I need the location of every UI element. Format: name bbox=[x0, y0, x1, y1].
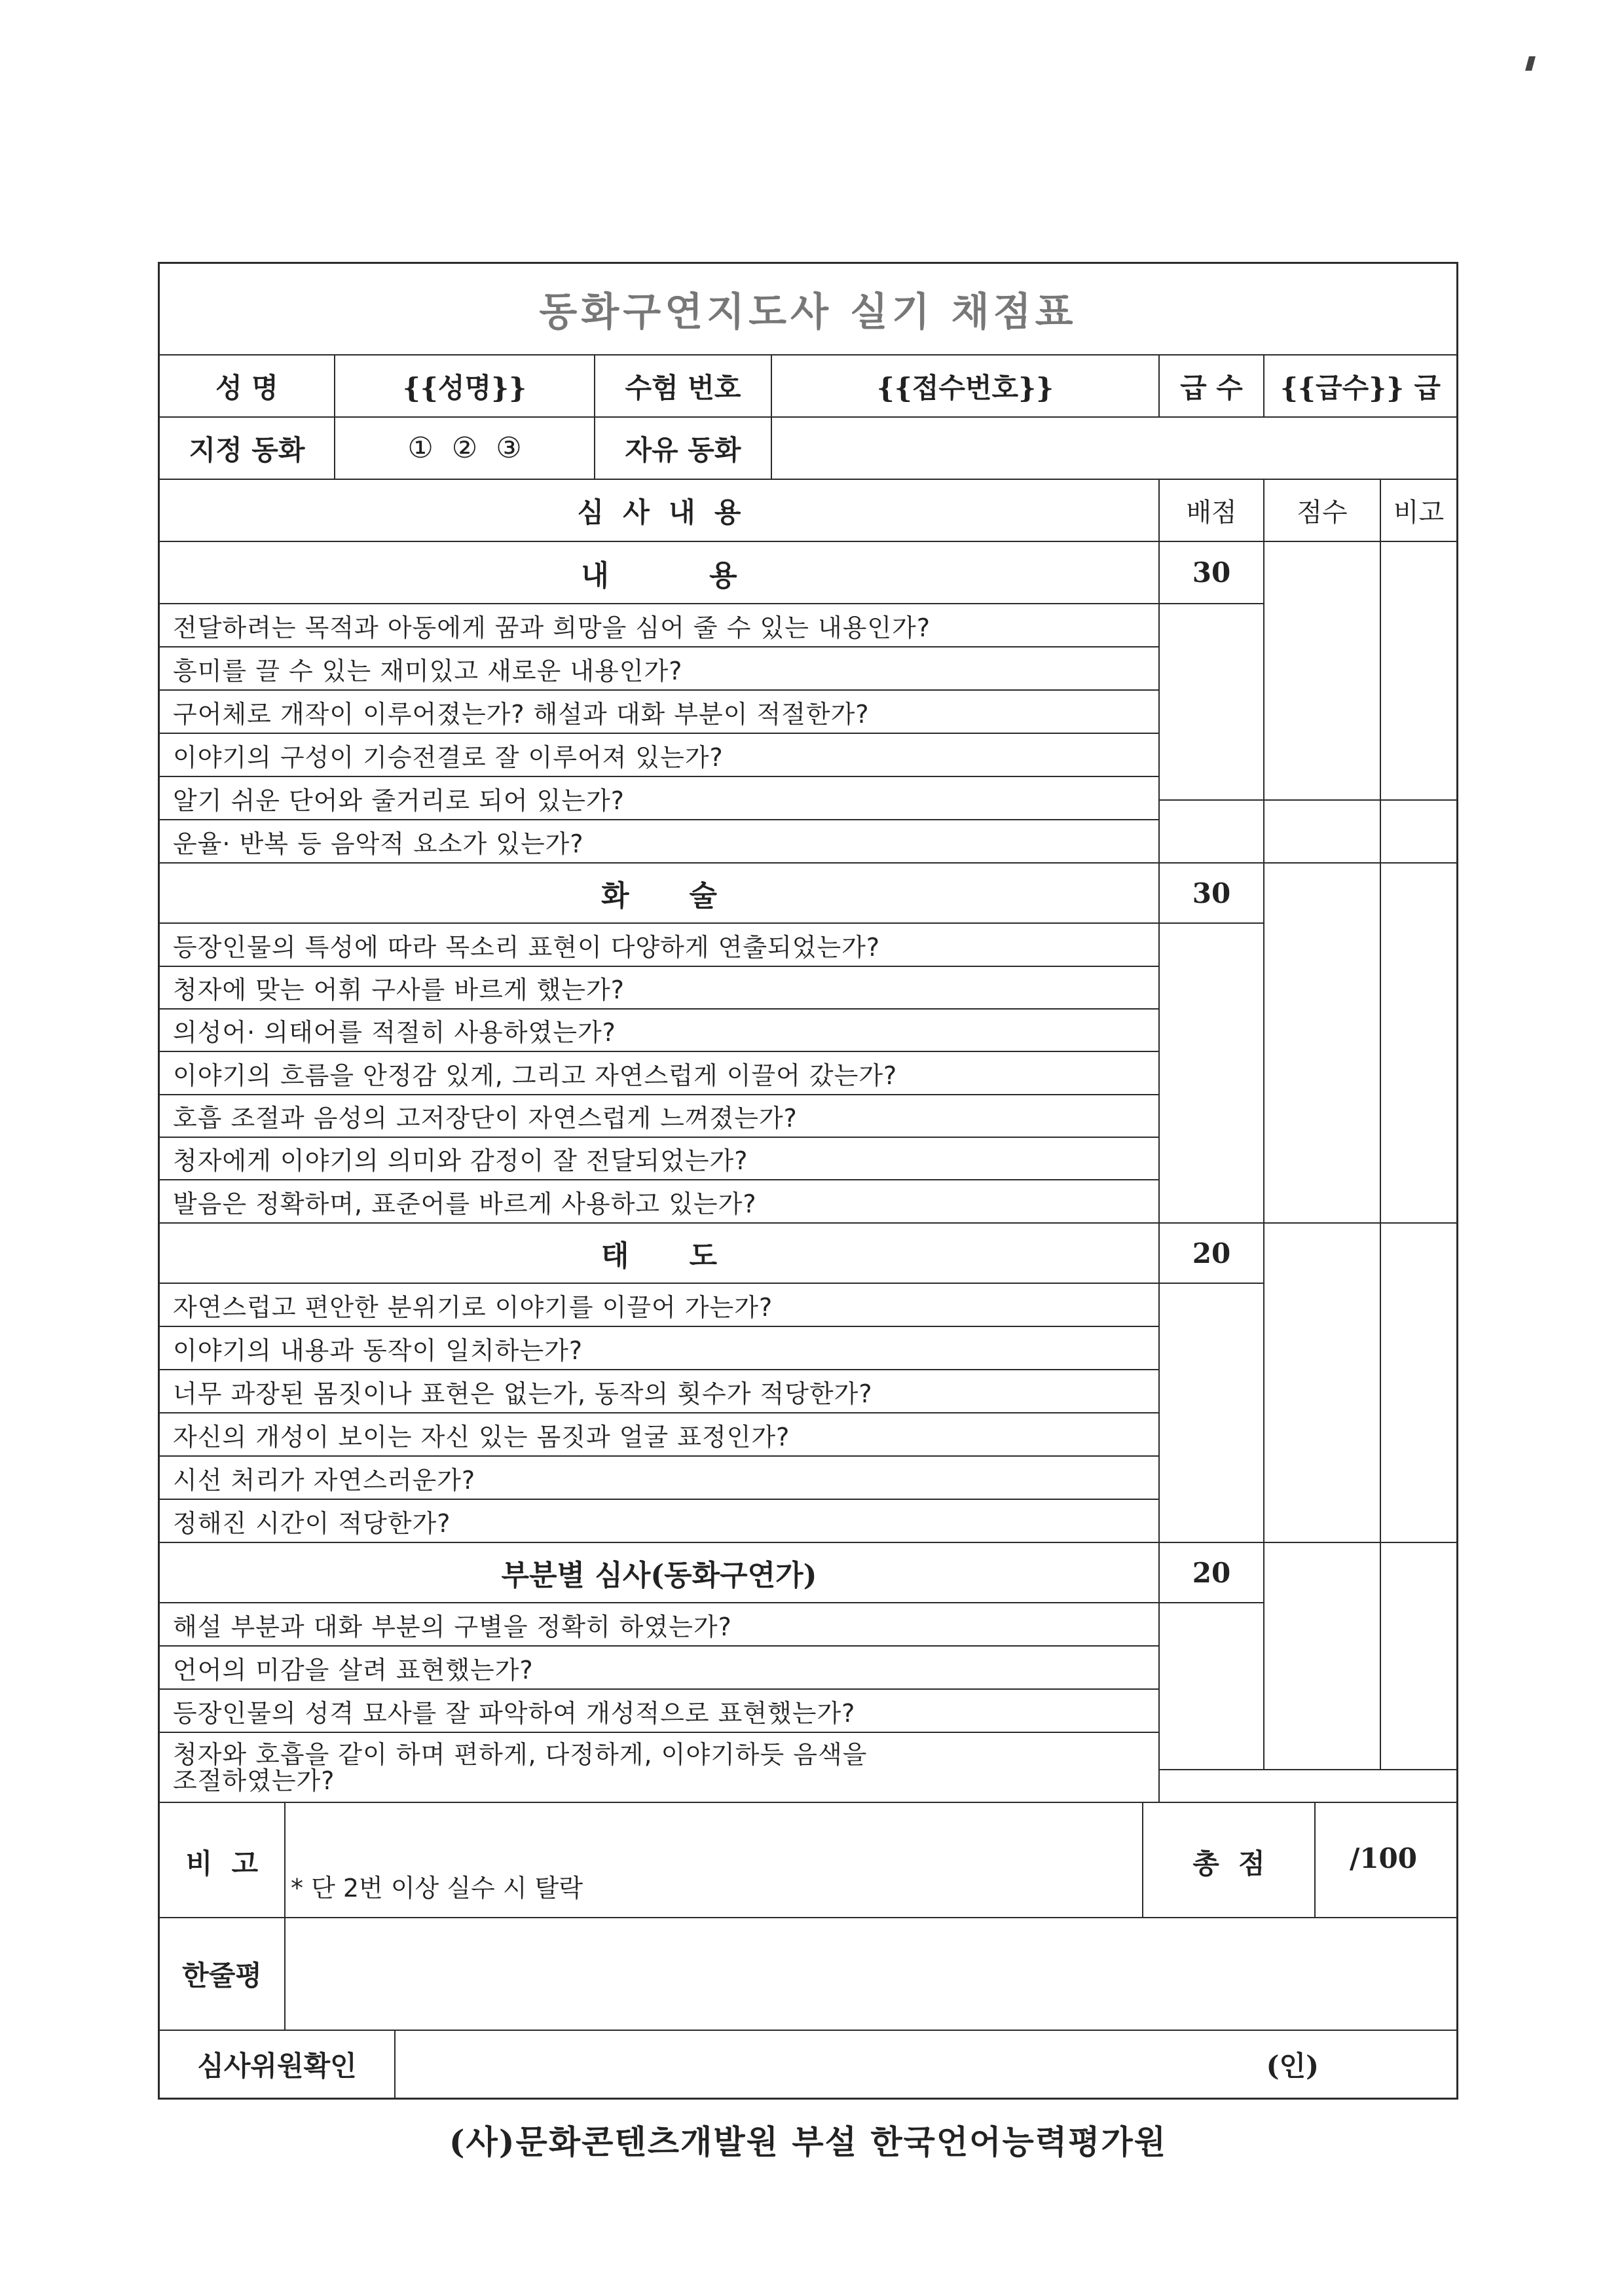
grade-value[interactable] bbox=[1264, 355, 1456, 418]
question-item: 이야기의 구성이 기승전결로 잘 이루어져 있는가? bbox=[160, 734, 1160, 777]
section-points-attitude: 20 bbox=[1160, 1224, 1264, 1284]
question-item: 등장인물의 성격 묘사를 잘 파악하여 개성적으로 표현했는가? bbox=[160, 1690, 1160, 1733]
question-item: 전달하려는 목적과 아동에게 꿈과 희망을 심어 줄 수 있는 내용인가? bbox=[160, 604, 1160, 647]
section-remarks-attitude[interactable] bbox=[1381, 1224, 1456, 1543]
judge-confirm-label: 심사위원확인 bbox=[160, 2031, 396, 2098]
exam-number-label: 수험 번호 bbox=[595, 355, 772, 418]
question-line: 청자와 호흡을 같이 하며 편하게, 다정하게, 이야기하듯 음색을 bbox=[173, 1740, 868, 1769]
name-value[interactable]: {{성명}} bbox=[335, 355, 595, 418]
question-item: 자연스럽고 편안한 분위기로 이야기를 이끌어 가는가? bbox=[160, 1284, 1160, 1327]
review-field[interactable] bbox=[286, 1918, 1456, 2031]
section-points-blank-content bbox=[1160, 604, 1264, 801]
question-item: 의성어· 의태어를 적절히 사용하였는가? bbox=[160, 1010, 1160, 1052]
section-points-blank-speech bbox=[1160, 924, 1264, 1224]
remarks-note: * 단 2번 이상 실수 시 탈락 bbox=[291, 1874, 583, 1903]
question-item: 발음은 정확하며, 표준어를 바르게 사용하고 있는가? bbox=[160, 1180, 1160, 1224]
section-remarks-content-ext[interactable] bbox=[1381, 801, 1456, 864]
judge-confirm-field[interactable] bbox=[396, 2031, 1456, 2098]
question-item: 흥미를 끌 수 있는 재미있고 새로운 내용인가? bbox=[160, 647, 1160, 691]
question-item: 운율· 반복 등 음악적 요소가 있는가? bbox=[160, 820, 1160, 864]
question-item-multiline bbox=[160, 1733, 1160, 1803]
section-title-content: 내 용 bbox=[160, 542, 1160, 604]
question-item: 너무 과장된 몸짓이나 표현은 없는가, 동작의 횟수가 적당한가? bbox=[160, 1370, 1160, 1413]
question-item: 구어체로 개작이 이루어졌는가? 해설과 대화 부분이 적절한가? bbox=[160, 691, 1160, 734]
question-item: 시선 처리가 자연스러운가? bbox=[160, 1457, 1160, 1500]
question-item: 호흡 조절과 음성의 고저장단이 자연스럽게 느껴졌는가? bbox=[160, 1095, 1160, 1138]
section-points-blank-content-ext bbox=[1160, 801, 1264, 864]
allocated-column-header: 배점 bbox=[1160, 480, 1264, 542]
name-label: 성 명 bbox=[160, 355, 335, 418]
score-column-header: 점수 bbox=[1264, 480, 1381, 542]
total-label: 총 점 bbox=[1143, 1803, 1316, 1918]
section-title-speech: 화 술 bbox=[160, 864, 1160, 924]
sheet-title: 동화구연지도사 실기 채점표 bbox=[160, 264, 1456, 355]
free-story-value[interactable] bbox=[772, 418, 1456, 480]
section-points-blank-partial bbox=[1160, 1603, 1264, 1770]
section-remarks-speech[interactable] bbox=[1381, 864, 1456, 1224]
question-item: 정해진 시간이 적당한가? bbox=[160, 1500, 1160, 1543]
question-item: 알기 쉬운 단어와 줄거리로 되어 있는가? bbox=[160, 777, 1160, 820]
scoring-sheet bbox=[158, 262, 1458, 2100]
question-item: 언어의 미감을 살려 표현했는가? bbox=[160, 1647, 1160, 1690]
section-points-content: 30 bbox=[1160, 542, 1264, 604]
section-score-content[interactable] bbox=[1264, 542, 1381, 801]
section-points-partial: 20 bbox=[1160, 1543, 1264, 1603]
question-item: 청자에 맞는 어휘 구사를 바르게 했는가? bbox=[160, 967, 1160, 1010]
question-item: 이야기의 내용과 동작이 일치하는가? bbox=[160, 1327, 1160, 1370]
section-remarks-content[interactable] bbox=[1381, 542, 1456, 801]
exam-number-value[interactable]: {{접수번호}} bbox=[772, 355, 1160, 418]
organization-footer: (사)문화콘텐츠개발원 부설 한국언어능력평가원 bbox=[449, 2123, 1168, 2161]
question-item: 이야기의 흐름을 안정감 있게, 그리고 자연스럽게 이끌어 갔는가? bbox=[160, 1052, 1160, 1095]
question-item: 자신의 개성이 보이는 자신 있는 몸짓과 얼굴 표정인가? bbox=[160, 1413, 1160, 1457]
question-item: 등장인물의 특성에 따라 목소리 표현이 다양하게 연출되었는가? bbox=[160, 924, 1160, 967]
grade-suffix: 급 bbox=[1414, 371, 1441, 404]
grade-value-text: {{급수}} bbox=[1280, 371, 1405, 404]
content-column-header: 심 사 내 용 bbox=[160, 480, 1160, 542]
section-score-speech[interactable] bbox=[1264, 864, 1381, 1224]
section-remarks-partial[interactable] bbox=[1381, 1543, 1456, 1770]
free-story-label: 자유 동화 bbox=[595, 418, 772, 480]
section-title-attitude: 태 도 bbox=[160, 1224, 1160, 1284]
section-score-content-ext[interactable] bbox=[1264, 801, 1381, 864]
remarks-label: 비 고 bbox=[160, 1803, 286, 1918]
section-title-partial: 부분별 심사(동화구연가) bbox=[160, 1543, 1160, 1603]
assigned-story-label: 지정 동화 bbox=[160, 418, 335, 480]
remarks-note-cell[interactable] bbox=[286, 1803, 1143, 1918]
assigned-story-options[interactable]: ① ② ③ bbox=[335, 418, 595, 480]
section-score-partial-ext bbox=[1264, 1770, 1456, 1803]
scan-mark bbox=[1525, 56, 1536, 71]
grade-label: 급 수 bbox=[1160, 355, 1264, 418]
section-points-blank-partial-ext bbox=[1160, 1770, 1264, 1803]
remarks-column-header: 비고 bbox=[1381, 480, 1456, 542]
review-label: 한줄평 bbox=[160, 1918, 286, 2031]
section-points-blank-attitude bbox=[1160, 1284, 1264, 1543]
question-item: 청자에게 이야기의 의미와 감정이 잘 전달되었는가? bbox=[160, 1138, 1160, 1180]
section-points-speech: 30 bbox=[1160, 864, 1264, 924]
section-score-attitude[interactable] bbox=[1264, 1224, 1381, 1543]
section-score-partial[interactable] bbox=[1264, 1543, 1381, 1770]
question-line: 조절하였는가? bbox=[173, 1766, 335, 1795]
question-item: 해설 부분과 대화 부분의 구별을 정확히 하였는가? bbox=[160, 1603, 1160, 1647]
seal-mark: (인) bbox=[1266, 2050, 1319, 2082]
total-value[interactable]: /100 bbox=[1316, 1803, 1456, 1918]
